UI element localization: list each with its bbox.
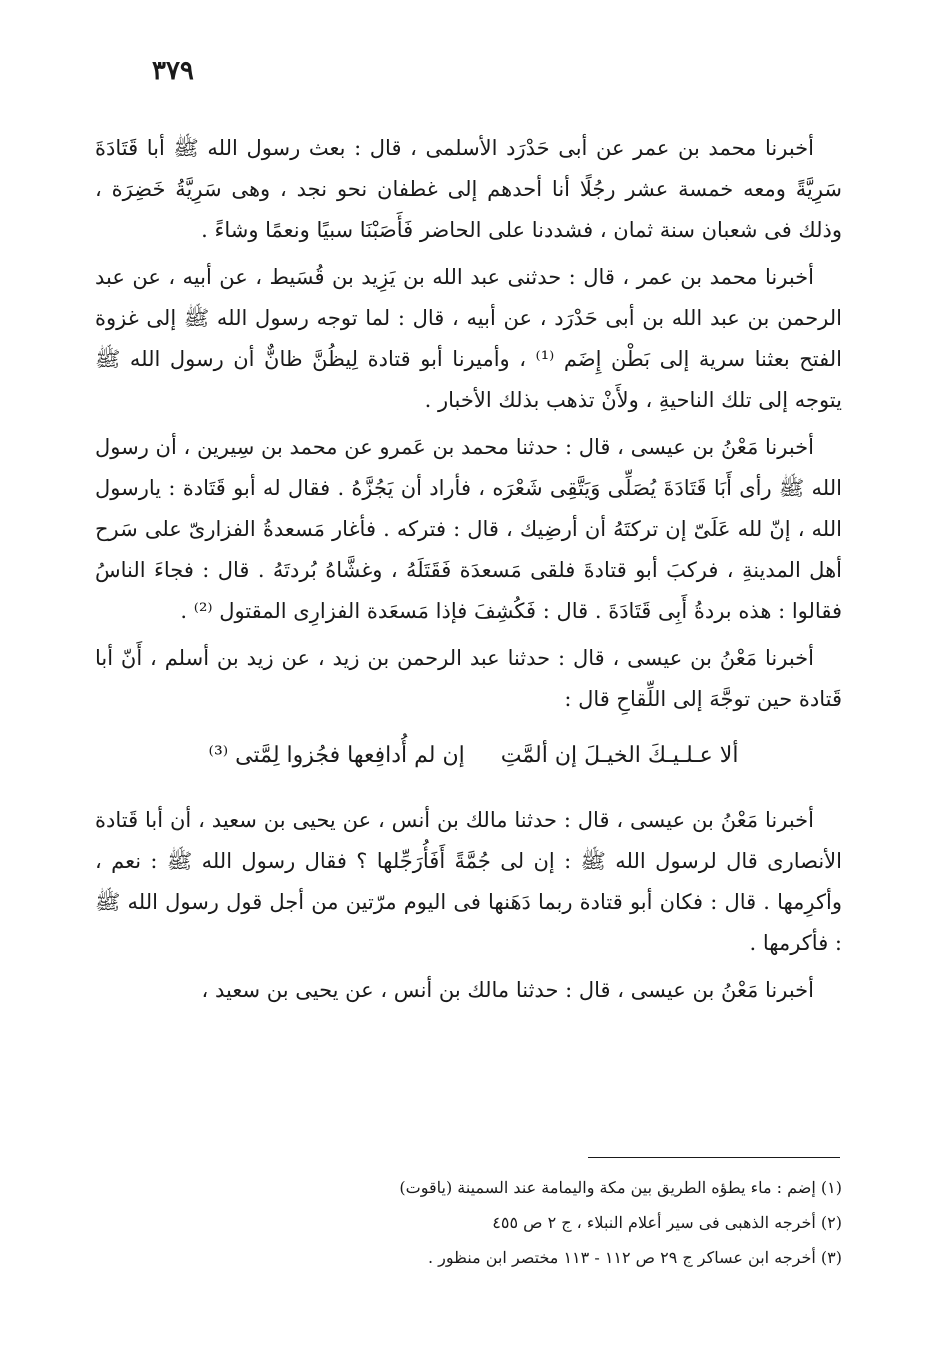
paragraph-3: أخبرنا مَعْنُ بن عيسى ، قال : حدثنا محمد بن عَمرو عن محمد بن سِيرين ، أن رسول الله ﷺ رأى أَبَا قَتَادَةَ يُصَلِّى وَيَتَّقِى شَعْرَه ، فأراد أن يَجُزَّهُ . فقال له أبو قَتَادة : يارسول الله ، إنّ لله عَلَىّ إن تركتَهُ أن أرضِيك ، قال : فتركه . فأغار مَسعدةُ الفزارىّ على سَرح أهل المدينةِ ، فركبَ أبو قتادةَ فلقى مَسعدَة فَقَتَلَهُ ، وغشَّاهُ بُردتَهُ . قال : فجاءَ الناسُ فقالوا : هذه بردةُ أَبِى قَتَادَةَ . قال : فَكُشِفَ فإذا مَسعَدة الفزارِى المقتول ⁽²⁾ . bbox=[95, 435, 842, 623]
footnote-divider bbox=[588, 1157, 840, 1158]
footnote-1: (١) إضم : ماء يطؤه الطريق بين مكة واليمامة عند السمينة (ياقوت) bbox=[399, 1178, 842, 1197]
verse-hemistich-1: ألا عـلـيـكَ الخيـلَ إن ألمَّتِ bbox=[500, 743, 739, 768]
footnote-3: (٣) أخرجه ابن عساكر ج ٢٩ ص ١١٢ - ١١٣ مختصر ابن منظور . bbox=[428, 1248, 842, 1267]
paragraph-5: أخبرنا مَعْنُ بن عيسى ، قال : حدثنا مالك بن أنس ، عن يحيى بن سعيد ، أن أبا قَتادة الأنصارى قال لرسول الله ﷺ : إن لى جُمَّةً أَفَأُرَجِّلها ؟ فقال رسول الله ﷺ : نعم ، وأكرِمها . قال : فكان أبو قتادة ربما دَهَنها فى اليوم مرّتين من أجل قول رسول الله ﷺ : فأكرمها . bbox=[95, 808, 842, 955]
footnote-2: (٢) أخرجه الذهبى فى سير أعلام النبلاء ، ج ٢ ص ٤٥٥ bbox=[492, 1213, 842, 1232]
footnotes bbox=[200, 1170, 842, 1275]
paragraph-1: أخبرنا محمد بن عمر عن أبى حَدْرَد الأسلمى ، قال : بعث رسول الله ﷺ أبا قَتَادَةَ سَرِيَّةً ومعه خمسة عشر رجُلًا أنا أحدهم إلى غطفان نحو نجد ، وهى سَرِيَّةُ خَضِرَة ، وذلك فى شعبان سنة ثمان ، فشددنا على الحاضر فَأَصَبْنَا سبيًا ونعمًا وشاءً . bbox=[95, 136, 842, 242]
page-number: ٣٧٩ bbox=[152, 56, 194, 86]
poetry-verse bbox=[135, 734, 812, 778]
paragraph-6: أخبرنا مَعْنُ بن عيسى ، قال : حدثنا مالك بن أنس ، عن يحيى بن سعيد ، bbox=[201, 978, 814, 1002]
paragraph-4: أخبرنا مَعْنُ بن عيسى ، قال : حدثنا عبد الرحمن بن زيد ، عن زيد بن أسلم ، أَنّ أبا قَتادة حين توجَّهَ إلى اللِّقاحِ قال : bbox=[95, 646, 842, 711]
verse-hemistich-2: إن لم أُدافِعها فجُزوا لِمَّتى ⁽³⁾ bbox=[208, 743, 465, 768]
main-text bbox=[95, 128, 842, 1017]
paragraph-2: أخبرنا محمد بن عمر ، قال : حدثنى عبد الله بن يَزِيد بن قُسَيط ، عن أبيه ، عن عبد الرحمن بن عبد الله بن أبى حَدْرَد ، عن أبيه ، قال : لما توجه رسول الله ﷺ إلى غزوة الفتح بعثنا سرية إلى بَطْن إِضَم ⁽¹⁾ ، وأميرنا أبو قتادة لِيظُنَّ ظانٌّ أن رسول الله ﷺ يتوجه إلى تلك الناحيةِ ، ولأَنْ تذهب بذلك الأخبار . bbox=[95, 265, 842, 412]
